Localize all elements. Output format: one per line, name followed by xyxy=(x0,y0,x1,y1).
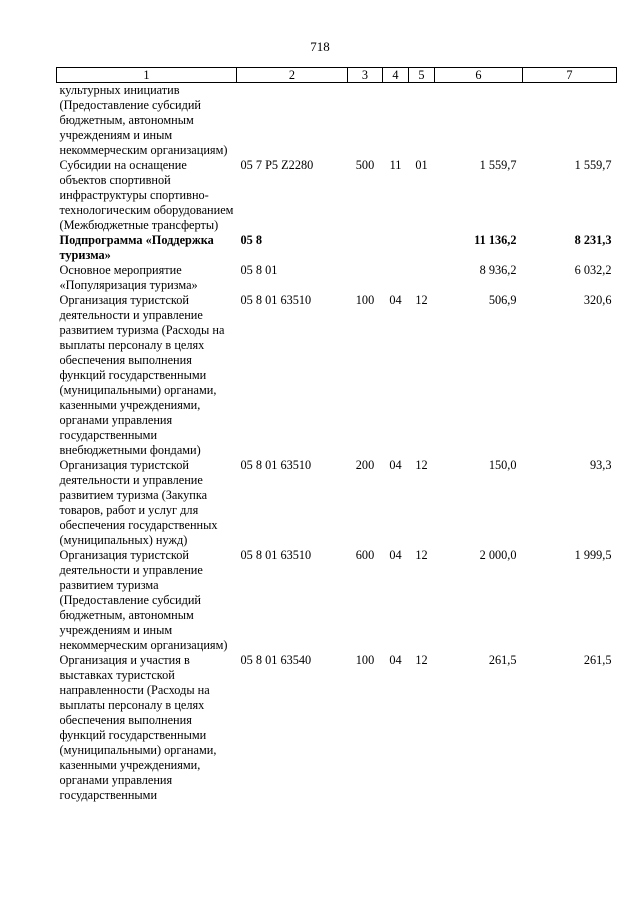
row-name-cell: Организация туристской деятельности и управление развитием туризма (Закупка товаров, работ и услуг для обеспечения государственных (муниципальных) нужд) xyxy=(59,458,218,547)
row-amount-plan-cell xyxy=(435,83,523,159)
row-name-cell: культурных инициатив (Предоставление субсидий бюджетным, автономным учреждениям и иным некоммерческим организациям) xyxy=(59,83,228,157)
column-header: 5 xyxy=(409,68,435,83)
row-name-cell: Субсидии на оснащение объектов спортивной инфраструктуры спортивно-технологическим оборудованием (Межбюджетные трансферты) xyxy=(59,158,234,232)
row-amount-actual-cell: 1 559,7 xyxy=(574,158,612,172)
table-body xyxy=(57,83,617,804)
row-amount-plan-cell: 261,5 xyxy=(488,653,517,667)
row-amount-plan-cell: 11 136,2 xyxy=(474,233,517,247)
table-row xyxy=(57,233,617,263)
row-code-cell: 05 7 P5 Z2280 xyxy=(240,158,314,172)
table-row xyxy=(57,548,617,653)
column-header: 2 xyxy=(237,68,348,83)
row-name-cell: Организация туристской деятельности и управление развитием туризма (Предоставление субсидий бюджетным, автономным учреждениям и иным некоммерческим организациям) xyxy=(59,548,228,652)
table-row xyxy=(57,653,617,803)
row-code-cell: 05 8 01 63510 xyxy=(240,458,312,472)
row-vr-cell xyxy=(348,233,383,263)
row-vr-cell: 100 xyxy=(355,293,375,307)
row-rz-cell xyxy=(383,83,409,159)
row-name-cell: Подпрограмма «Поддержка туризма» xyxy=(59,233,214,262)
row-name-cell: Основное мероприятие «Популяризация туризма» xyxy=(59,263,198,292)
row-amount-actual-cell: 8 231,3 xyxy=(574,233,612,247)
row-amount-actual-cell: 261,5 xyxy=(583,653,612,667)
row-pr-cell: 12 xyxy=(415,548,428,562)
row-vr-cell: 600 xyxy=(355,548,375,562)
row-amount-plan-cell: 506,9 xyxy=(488,293,517,307)
row-pr-cell xyxy=(409,263,435,293)
table-row xyxy=(57,263,617,293)
row-rz-cell xyxy=(383,263,409,293)
row-amount-actual-cell: 320,6 xyxy=(583,293,612,307)
column-header: 4 xyxy=(383,68,409,83)
row-name-cell: Организация и участия в выставках туристской направленности (Расходы на выплаты персоналу в целях обеспечения выполнения функций государственными (муниципальными) органами, казенными учреждениями, органами управления государственными xyxy=(59,653,217,802)
row-pr-cell: 01 xyxy=(415,158,428,172)
row-rz-cell: 04 xyxy=(389,548,402,562)
row-code-cell: 05 8 xyxy=(240,233,263,247)
table-header-row xyxy=(57,68,617,83)
row-vr-cell xyxy=(348,83,383,159)
row-name-cell: Организация туристской деятельности и управление развитием туризма (Расходы на выплаты персоналу в целях обеспечения выполнения функций государственными (муниципальными) органами, казенными учреждениями, органами управления государственными внебюджетными фондами) xyxy=(59,293,225,457)
row-amount-actual-cell xyxy=(523,83,617,159)
row-pr-cell xyxy=(409,233,435,263)
row-rz-cell: 04 xyxy=(389,293,402,307)
table-row xyxy=(57,83,617,159)
row-vr-cell: 500 xyxy=(355,158,375,172)
row-vr-cell xyxy=(348,263,383,293)
row-amount-actual-cell: 93,3 xyxy=(589,458,612,472)
table-row xyxy=(57,458,617,548)
row-pr-cell: 12 xyxy=(415,293,428,307)
row-amount-actual-cell: 1 999,5 xyxy=(574,548,612,562)
page-number: 718 xyxy=(310,39,330,54)
row-vr-cell: 200 xyxy=(355,458,375,472)
row-code-cell xyxy=(237,83,348,159)
row-amount-plan-cell: 2 000,0 xyxy=(479,548,517,562)
row-pr-cell xyxy=(409,83,435,159)
row-amount-actual-cell: 6 032,2 xyxy=(574,263,612,277)
row-rz-cell: 04 xyxy=(389,458,402,472)
row-code-cell: 05 8 01 63540 xyxy=(240,653,312,667)
column-header: 3 xyxy=(348,68,383,83)
row-pr-cell: 12 xyxy=(415,458,428,472)
row-rz-cell: 11 xyxy=(389,158,402,172)
table-row xyxy=(57,158,617,233)
row-pr-cell: 12 xyxy=(415,653,428,667)
row-code-cell: 05 8 01 xyxy=(240,263,278,277)
row-rz-cell xyxy=(383,233,409,263)
column-header: 6 xyxy=(435,68,523,83)
row-amount-plan-cell: 150,0 xyxy=(488,458,517,472)
column-header: 1 xyxy=(57,68,237,83)
row-code-cell: 05 8 01 63510 xyxy=(240,293,312,307)
table-row xyxy=(57,293,617,458)
row-amount-plan-cell: 1 559,7 xyxy=(479,158,517,172)
row-code-cell: 05 8 01 63510 xyxy=(240,548,312,562)
row-rz-cell: 04 xyxy=(389,653,402,667)
row-amount-plan-cell: 8 936,2 xyxy=(479,263,517,277)
column-header: 7 xyxy=(523,68,617,83)
budget-table xyxy=(56,67,617,803)
row-vr-cell: 100 xyxy=(355,653,375,667)
